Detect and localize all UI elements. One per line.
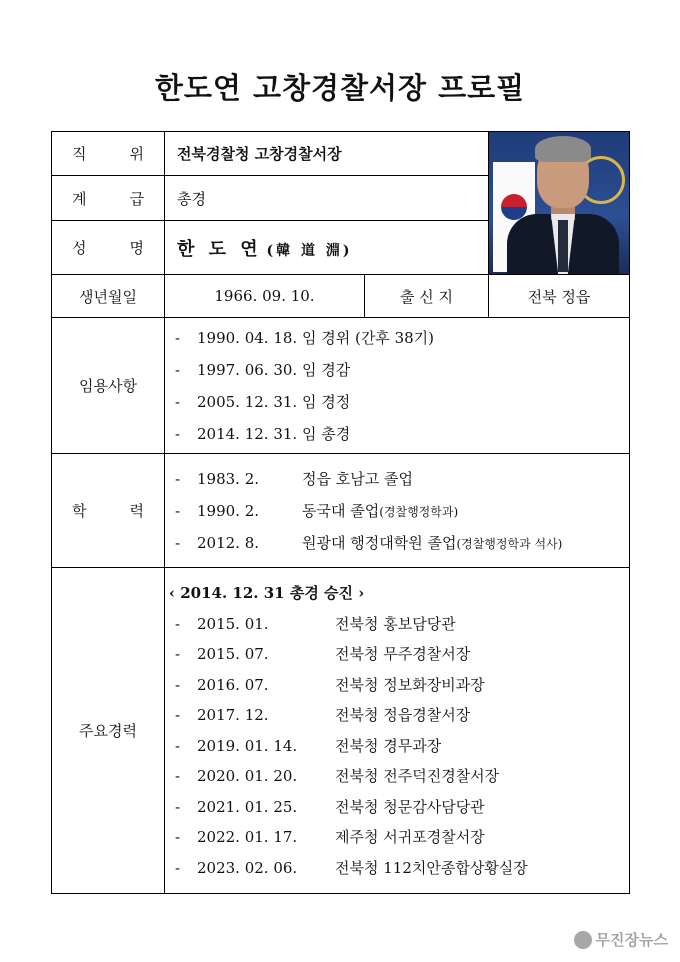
birth-label: 생년월일 — [52, 275, 165, 318]
watermark — [574, 929, 668, 950]
list-item: - 2016. 07. 전북청 정보화장비과장 — [175, 675, 485, 694]
row-appointments — [52, 318, 630, 454]
list-item: - 2021. 01. 25. 전북청 청문감사담당관 — [175, 797, 485, 816]
education-list-cell — [165, 454, 630, 568]
list-item: - 1990. 04. 18. 임 경위 (간후 38기) — [175, 328, 434, 347]
position-value: 전북경찰청 고창경찰서장 — [165, 132, 489, 176]
education-label: 학 력 — [52, 454, 165, 568]
origin-value: 전북 정읍 — [489, 275, 630, 318]
list-item: - 2015. 07. 전북청 무주경찰서장 — [175, 645, 471, 663]
position-label: 직 위 — [52, 132, 165, 176]
row-career — [52, 568, 630, 894]
page-title: 한도연 고창경찰서장 프로필 — [154, 71, 526, 105]
profile-table — [51, 131, 630, 894]
appointments-list-cell — [165, 318, 630, 454]
list-item: - 2019. 01. 14. 전북청 경무과장 — [175, 736, 442, 755]
name-hangul: 한 도 연 — [177, 238, 262, 260]
logo-icon — [574, 931, 592, 949]
birth-value: 1966. 09. 10. — [165, 275, 365, 318]
watermark-text: 무진장뉴스 — [595, 931, 668, 949]
rank-label: 계 급 — [52, 176, 165, 221]
career-list-cell — [165, 568, 630, 894]
name-label: 성 명 — [52, 221, 165, 275]
rank-value: 총경 — [165, 176, 489, 221]
list-item: - 2014. 12. 31. 임 총경 — [175, 424, 351, 443]
appointments-label: 임용사항 — [52, 318, 165, 454]
name-value — [165, 221, 489, 275]
name-hanja: (韓 道 淵) — [266, 242, 353, 259]
row-position — [52, 132, 630, 176]
appointments-list — [165, 322, 629, 450]
row-education — [52, 454, 630, 568]
list-item: - 2015. 01. 전북청 홍보담당관 — [175, 614, 456, 633]
portrait-image — [489, 132, 629, 274]
list-item: - 2017. 12. 전북청 정읍경찰서장 — [175, 706, 471, 724]
career-header: ‹ 2014. 12. 31 총경 승진 › — [169, 584, 365, 602]
education-list — [165, 463, 629, 559]
list-item: - 2012. 8. 원광대 행정대학원 졸업(경찰행정학과 석사) — [175, 533, 563, 552]
list-item: - 2005. 12. 31. 임 경정 — [175, 392, 351, 411]
list-item: - 1990. 2. 동국대 졸업(경찰행정학과) — [175, 501, 459, 520]
row-birth — [52, 275, 630, 318]
list-item: - 2020. 01. 20. 전북청 전주덕진경찰서장 — [175, 767, 500, 785]
list-item: - 2023. 02. 06. 전북청 112치안종합상황실장 — [175, 858, 528, 877]
career-list — [165, 578, 629, 883]
list-item: - 1983. 2. 정읍 호남고 졸업 — [175, 469, 413, 488]
list-item: - 2022. 01. 17. 제주청 서귀포경찰서장 — [175, 828, 485, 846]
origin-label: 출 신 지 — [365, 275, 489, 318]
profile-photo — [489, 132, 630, 275]
list-item: - 1997. 06. 30. 임 경감 — [175, 360, 351, 379]
career-label: 주요경력 — [52, 568, 165, 894]
